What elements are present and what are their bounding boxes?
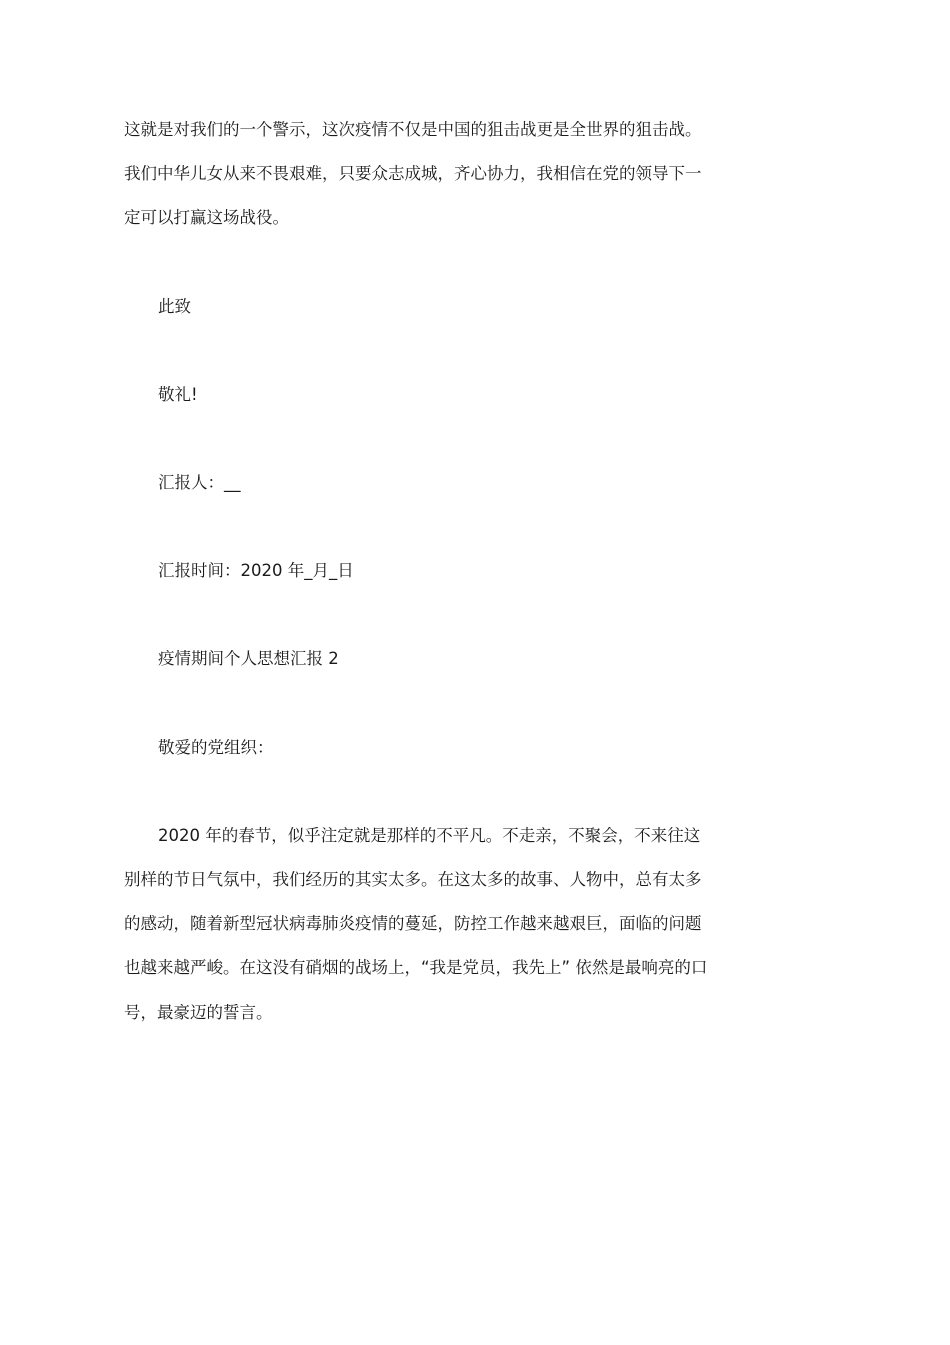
body-paragraph: [124, 814, 744, 1035]
body-paragraph-line: 也越来越严峻。在这没有硝烟的战场上，“我是党员，我先上” 依然是最响亮的口: [124, 958, 708, 978]
report-time-label: 汇报时间：2020 年_月_日: [158, 561, 354, 581]
reporter-label: 汇报人：__: [158, 473, 241, 493]
opening-paragraph: [124, 108, 744, 241]
document-content: [124, 108, 744, 1035]
body-paragraph-line: 号，最豪迈的誓言。: [124, 1002, 273, 1022]
second-report-title: 疫情期间个人思想汇报 2: [158, 649, 339, 669]
greeting: 敬爱的党组织：: [158, 737, 274, 757]
body-paragraph-line: 别样的节日气氛中，我们经历的其实太多。在这太多的故事、人物中，总有太多: [124, 870, 702, 890]
opening-paragraph-line: 这就是对我们的一个警示，这次疫情不仅是中国的狙击战更是全世界的狙击战。: [124, 120, 702, 139]
salute: 敬礼!: [158, 384, 198, 404]
body-paragraph-line: 2020 年的春节，似乎注定就是那样的不平凡。不走亲，不聚会，不来往这: [158, 825, 701, 845]
body-paragraph-line: 的感动，随着新型冠状病毒肺炎疫情的蔓延，防控工作越来越艰巨，面临的问题: [124, 914, 702, 934]
closing-phrase: 此致: [158, 296, 191, 316]
opening-paragraph-line: 定可以打赢这场战役。: [124, 208, 289, 228]
opening-paragraph-line: 我们中华儿女从来不畏艰难，只要众志成城，齐心协力，我相信在党的领导下一: [124, 164, 702, 184]
